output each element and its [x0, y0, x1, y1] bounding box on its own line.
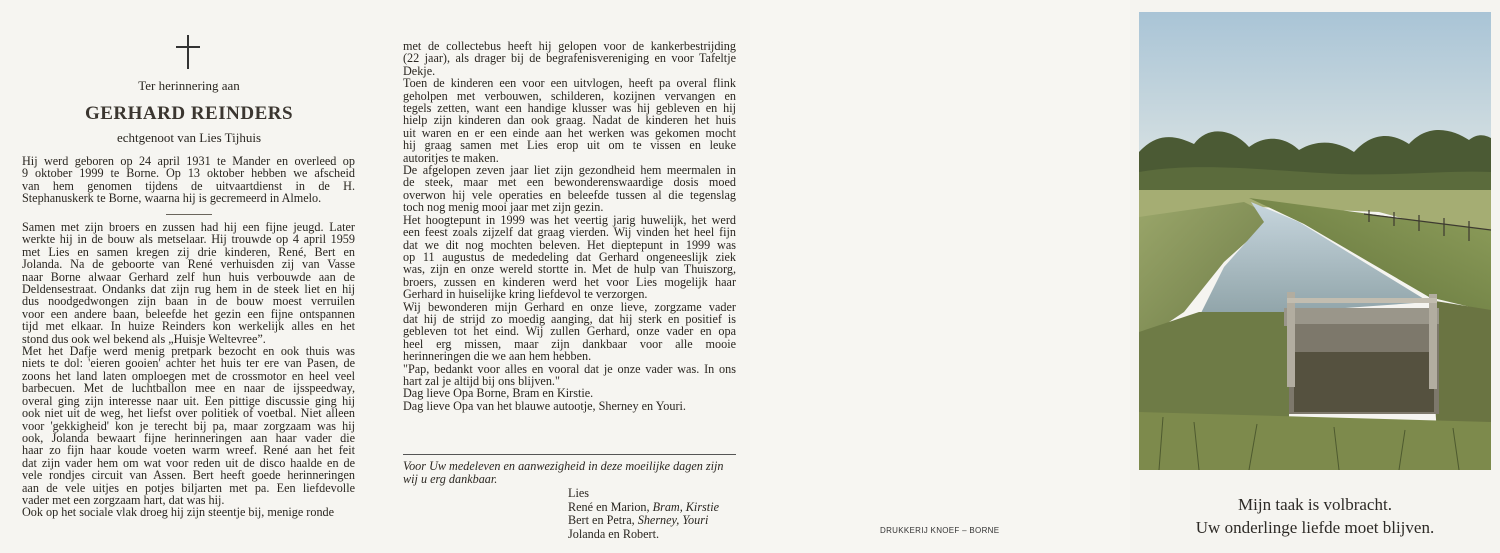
- text-line: Dag lieve Opa van het blauwe autootje, Sherney en Youri.: [403, 398, 686, 413]
- text-line: gebleven tot het eind. Wij zullen Gerhard, onze vader en opa: [403, 324, 736, 339]
- text-line: (22 jaar), als drager bij de begrafenisvereniging en voor Tafeltje: [403, 51, 736, 66]
- text-line: Toen de kinderen een voor een uitvlogen, heeft pa overal flink: [403, 76, 736, 91]
- panel-left: [0, 0, 378, 553]
- continued-text: [403, 40, 736, 412]
- text-line: stond dus ook wel bekend als „Huisje Weltevree”.: [22, 331, 266, 346]
- text-line: tegels zetten, want een handige klusser was hij gebleven en hij: [403, 101, 736, 116]
- text-line: de steek, maar met een bewonderenswaardige dosis moed: [403, 175, 736, 190]
- text-line: Ook op het sociale vlak droeg hij zijn steentje bij, menige ronde: [22, 505, 335, 520]
- text-line: vele rondjes circuit van Assen. Bert heeft goede herinneringen: [22, 468, 355, 483]
- signer-lies: Lies: [568, 486, 589, 500]
- text-line: 9 oktober 1999 te Borne. Op 13 oktober hebben we afscheid: [22, 166, 355, 181]
- text-line: ook niet uit de weg, het liefst over politiek of voetbal. Niet alleen: [22, 406, 355, 421]
- deceased-name: GERHARD REINDERS: [84, 103, 294, 124]
- signers: [568, 487, 719, 541]
- text-line: herinneringen die we aan hem hebben.: [403, 349, 592, 364]
- text-line: dat hij de strijd zo moedig aanging, dat hij sterk en positief is: [403, 311, 736, 326]
- text-line: hielp zijn kinderen dan ook graag. Nadat de kinderen het huis: [403, 113, 736, 128]
- intro-paragraph: [22, 155, 355, 205]
- printer-credit: DRUKKERIJ KNOEF – BORNE: [880, 526, 1000, 535]
- spouse-line: echtgenoot van Lies Tijhuis: [116, 130, 262, 145]
- text-line: Hij werd geboren op 24 april 1931 te Mander en overleed op: [22, 154, 355, 168]
- text-line: hij graag samen met Lies erop uit om te vissen en leuke: [403, 138, 736, 153]
- text-line: Stephanuskerk te Borne, waarna hij is gecremeerd in Almelo.: [22, 191, 322, 206]
- text-line: toch nog menig mooi jaar met zijn gezin.: [403, 200, 604, 215]
- text-line: broers, zussen en kinderen werd het voor Lies mogelijk haar: [403, 274, 736, 289]
- text-line: werkte hij in de bouw als metselaar. Hij trouwde op 4 april 1959: [22, 232, 355, 247]
- text-line: dat we dit nog mochten beleven. Het dieptepunt in 1999 was: [403, 237, 736, 252]
- text-line: overwon hij vele operaties en beleefde tussen al die tegenslag: [403, 187, 736, 202]
- text-line: Het hoogtepunt in 1999 was het veertig jarig huwelijk, het werd: [403, 212, 736, 227]
- panel-back: [750, 0, 1130, 553]
- story-paragraph: [22, 221, 355, 519]
- text-line: zoons het land laten omploegen met de crossmotor en heel veel: [22, 368, 355, 383]
- caption-line-2: Uw onderlinge liefde moet blijven.: [1195, 518, 1435, 537]
- caption-line-1: Mijn taak is volbracht.: [1238, 495, 1392, 514]
- text-line: van hem genomen tijdens de uitvaartdienst in de H.: [22, 178, 355, 193]
- text-line: ook, Jolanda bewaart fijne herinneringen aan haar vader die: [22, 430, 355, 445]
- thanks-rule: [403, 454, 736, 455]
- text-line: autoritjes te maken.: [403, 150, 499, 165]
- text-line: heel erg missen, maar zijn dankbaar voor alle mooie: [403, 336, 736, 351]
- text-line: tijd met elkaar. In huize Reinders kon werkelijk alles en het: [22, 319, 355, 334]
- text-line: Dag lieve Opa Borne, Bram en Kirstie.: [403, 386, 594, 401]
- text-line: voor 'gekkigheid' kon je terecht bij pa, maar zorgzaam was hij: [22, 418, 355, 433]
- divider: [166, 214, 212, 215]
- text-line: uit waren en er een einde aan het werken was gekomen mocht: [403, 125, 736, 140]
- text-line: vader met een zorgzaam hart, dat was hij.: [22, 492, 225, 507]
- text-line: De afgelopen zeven jaar liet zijn gezondheid hem meermalen in: [403, 163, 736, 178]
- text-line: hart zal je altijd bij ons blijven.": [403, 373, 560, 388]
- signer-rene: René en Marion, Bram, Kirstie: [568, 499, 719, 514]
- text-line: naar Borne alwaar Gerhard zelf hun huis verbouwde aan de: [22, 269, 355, 284]
- text-line: overal ging zijn interesse naar uit. Een pittige discussie ging hij: [22, 393, 355, 408]
- text-line: dus noodgedwongen zijn baan in de bouw moest verruilen: [22, 294, 355, 309]
- text-line: Deldensestraat. Ondanks dat zijn rug hem in de steek liet en hij: [22, 282, 355, 297]
- text-line: Met het Dafje werd menig pretpark bezocht en ook thuis was: [22, 344, 355, 359]
- heading: Ter herinnering aan: [138, 78, 240, 93]
- text-line: een feest zoals zijzelf dat graag vierden. Wij vinden het heel fijn: [403, 225, 736, 240]
- signer-jolanda: Jolanda en Robert.: [568, 526, 660, 541]
- text-line: Dekje.: [403, 63, 436, 78]
- text-line: aan de vele uitjes en potjes biljarten met pa. Een liefdevolle: [22, 480, 355, 495]
- text-line: Samen met zijn broers en zussen had hij een fijne jeugd. Later: [22, 220, 355, 234]
- text-line: voor een andere baan, beleefde het gezin een fijne ontspannen: [22, 306, 355, 321]
- text-line: Gerhard in huiselijke kring liefdevol te verzorgen.: [403, 287, 648, 302]
- panel-front: [1130, 0, 1500, 553]
- text-line: dat zijn vader hem om wat voor reden uit de disco haalde en de: [22, 455, 355, 470]
- signer-bert: Bert en Petra, Sherney, Youri: [568, 513, 709, 527]
- cross-icon: [176, 35, 200, 69]
- text-line: met de collectebus heeft hij gelopen voor de kankerbestrijding: [403, 39, 736, 53]
- text-line: haar zo fijn haar koude voeten warm wreef. René aan het feit: [22, 443, 355, 458]
- panel-middle: [378, 0, 750, 553]
- text-line: op 11 augustus de mededeling dat Gerhard ongeneeslijk ziek: [403, 249, 736, 264]
- thanks-text: Voor Uw medeleven en aanwezigheid in deze moeilijke dagen zijn wij u erg dankbaar.: [403, 459, 724, 486]
- text-line: met Lies en samen kregen zij drie kinderen, René, Bert en: [22, 244, 355, 259]
- text-line: geholpen met verbouwen, schilderen, kozijnen vervangen en: [403, 88, 736, 103]
- text-line: niets te dol: 'eieren gooien' achter het huis ter ere van Pasen, de: [22, 356, 355, 371]
- text-line: "Pap, bedankt voor alles en vooral dat je onze vader was. In ons: [403, 361, 736, 376]
- text-line: was, zijn en onze wereld stortte in. Met de hulp van Thuiszorg,: [403, 262, 736, 277]
- text-line: Jolanda. Na de geboorte van René verhuisden zij van Vasse: [22, 257, 355, 272]
- text-line: barbecuen. Met de luchtballon mee en naar de ijsspeedway,: [22, 381, 355, 396]
- landscape-photo: [1139, 12, 1491, 470]
- text-line: Wij bewonderen mijn Gerhard en onze lieve, zorgzame vader: [403, 299, 736, 314]
